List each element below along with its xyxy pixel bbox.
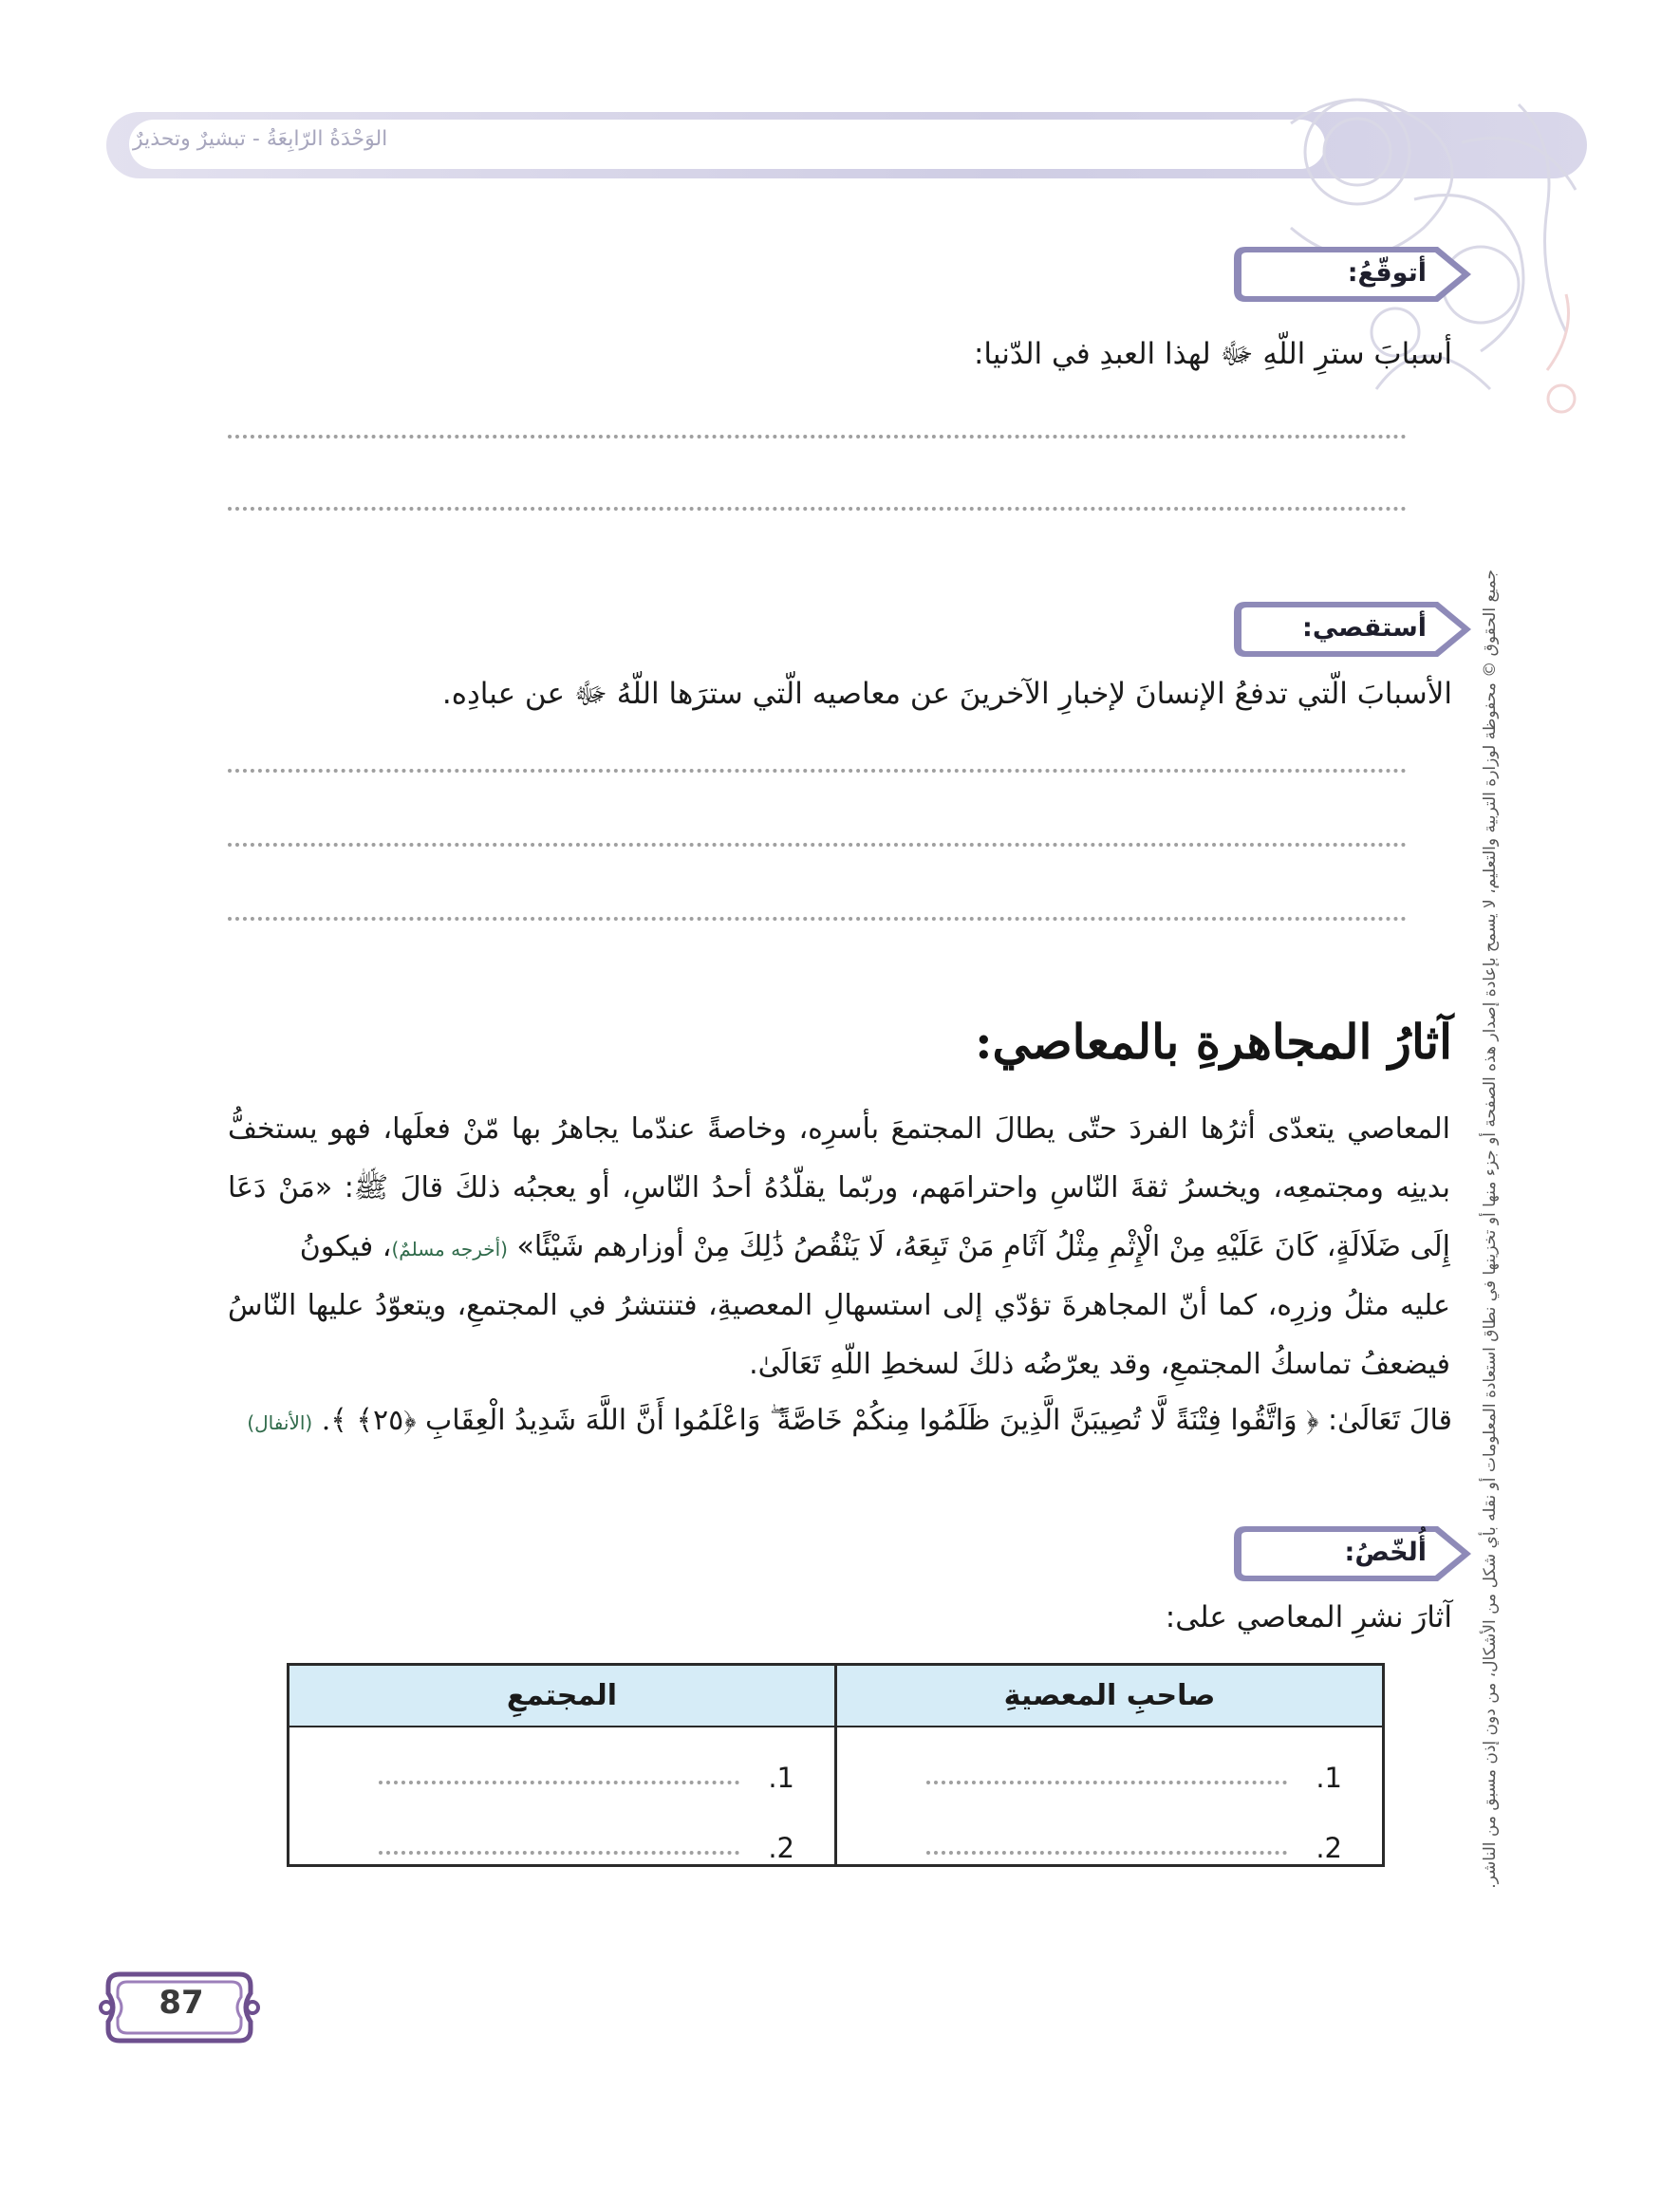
tag-label: أستقصي: bbox=[1302, 613, 1427, 643]
tag-label: أتوقّعُ: bbox=[1347, 258, 1427, 288]
summarize-prompt: آثارَ نشرِ المعاصي على: bbox=[1165, 1600, 1452, 1634]
column-header-sinner: صاحبِ المعصيةِ bbox=[836, 1665, 1384, 1727]
paragraph-line: المعاصي يتعدّى أثرُها الفردَ حتّى يطالَ المجتمعَ بأسرِه، وخاصةً عندّما يجاهرُ بها مّنْ فعلَها، فهو يستخفُّ bbox=[228, 1112, 1450, 1146]
verse-text: ﴿ وَاتَّقُوا فِتْنَةً لَّا تُصِيبَنَّ الَّذِينَ ظَلَمُوا مِنكُمْ خَاصَّةً ۖ وَاعْلَمُوا أَنَّ اللَّهَ شَدِيدُ الْعِقَابِ ﴿٢٥﴾ ﴾. bbox=[321, 1404, 1319, 1437]
table-cell[interactable] bbox=[289, 1727, 836, 1794]
verse-line bbox=[228, 1395, 1452, 1447]
tag-label: أُلخّصُ: bbox=[1344, 1538, 1427, 1567]
column-header-society: المجتمعِ bbox=[289, 1665, 836, 1727]
paragraph-line: فيضعفُ تماسكُ المجتمعِ، وقد يعرّضُه ذلكَ لسخطِ اللّهِ تَعَالَىٰ. bbox=[749, 1348, 1450, 1381]
summary-table bbox=[287, 1663, 1385, 1867]
item-number: 1. bbox=[1316, 1762, 1342, 1794]
section-tag-summarize bbox=[1234, 1524, 1476, 1583]
page-number: 87 bbox=[159, 1984, 204, 2022]
verse-source: (الأنفال) bbox=[247, 1411, 313, 1434]
answer-line[interactable] bbox=[379, 1851, 739, 1855]
unit-title: الوَحْدَةُ الرّابِعَةُ - تبشيرٌ وتحذيرٌ bbox=[133, 127, 388, 151]
copyright-note: جميع الحقوق © محفوظة لوزارة التربية والتعليم، لا يسمح بإعادة إصدار هذه الصفحة أو جزء منها أو تخزينها في نطاق استعادة المعلومات أو نقله بأي شكل من الأشكال، من دون إذن مسبق من الناشر. bbox=[1481, 569, 1500, 1889]
table-cell[interactable] bbox=[836, 1727, 1384, 1794]
paragraph-line: بدينِه ومجتمعِه، ويخسرُ ثقةَ النّاسِ واحترامَهم، وربّما يقلّدُهُ أحدُ النّاسِ، أو يعجبُه ذلكَ قالَ ﷺ: «مَنْ دَعَا bbox=[228, 1171, 1450, 1204]
hadith-text: إِلَى ضَلَالَةٍ، كَانَ عَلَيْهِ مِنْ الْإِثْمِ مِثْلُ آثَامِ مَنْ تَبِعَهُ، لَا يَنْقُصُ ذَٰلِكَ مِنْ أوزارهم شَيْئًا» bbox=[516, 1230, 1450, 1263]
answer-line[interactable] bbox=[379, 1781, 739, 1784]
section-heading: آثارُ المجاهرةِ بالمعاصي: bbox=[975, 1014, 1452, 1070]
table-cell[interactable] bbox=[289, 1794, 836, 1866]
answer-line[interactable] bbox=[926, 1781, 1287, 1784]
item-number: 2. bbox=[768, 1832, 794, 1864]
verse-intro: قالَ تَعَالَىٰ: bbox=[1327, 1404, 1452, 1437]
section-tag-expect bbox=[1234, 245, 1476, 304]
expect-prompt: أسبابَ سترِ اللّهِ ﷻ لهذا العبدِ في الدّنيا: bbox=[973, 337, 1452, 371]
line-tail: ، فيكونُ bbox=[299, 1230, 392, 1263]
answer-line[interactable] bbox=[228, 769, 1407, 773]
answer-line[interactable] bbox=[228, 507, 1407, 511]
table-cell[interactable] bbox=[836, 1794, 1384, 1866]
answer-line[interactable] bbox=[228, 435, 1407, 439]
paragraph-line: عليه مثلُ وزرِه، كما أنّ المجاهرةَ تؤدّي إلى استسهالِ المعصيةِ، فتنتشرُ في المجتمعِ، ويتعوّدُ عليها النّاسُ bbox=[228, 1289, 1450, 1322]
answer-line[interactable] bbox=[926, 1851, 1287, 1855]
answer-line[interactable] bbox=[228, 843, 1407, 847]
item-number: 1. bbox=[768, 1762, 794, 1794]
investigate-prompt: الأسبابَ الّتي تدفعُ الإنسانَ لإخبارِ الآخرينَ عن معاصيه الّتي سترَها اللّهُ ﷻ عن عبادِه. bbox=[441, 677, 1452, 711]
section-tag-investigate bbox=[1234, 600, 1476, 659]
paragraph-line bbox=[228, 1219, 1450, 1276]
answer-line[interactable] bbox=[228, 917, 1407, 921]
hadith-source: (أخرجه مسلمٌ) bbox=[391, 1238, 508, 1260]
item-number: 2. bbox=[1316, 1832, 1342, 1864]
